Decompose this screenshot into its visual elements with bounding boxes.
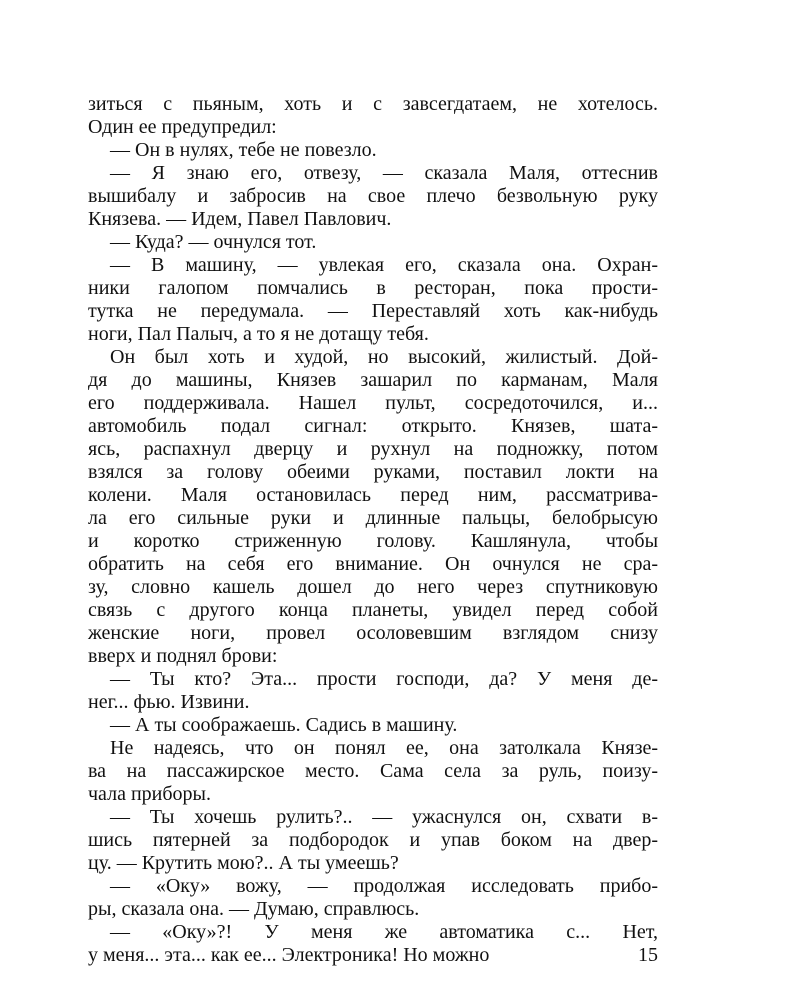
text-line: ноги, Пал Палыч, а то я не дотащу тебя.: [88, 323, 429, 345]
text-line: ла его сильные руки и длинные пальцы, белобрысую: [88, 507, 658, 529]
text-line: автомобиль подал сигнал: открыто. Князев, шата-: [88, 415, 658, 437]
text-line: — «Оку»?! У меня же автоматика с... Нет,: [110, 921, 658, 943]
text-line: — Он в нулях, тебе не повезло.: [110, 139, 377, 161]
text-line: зиться с пьяным, хоть и с завсегдатаем, не хотелось.: [88, 93, 658, 115]
text-line: его поддерживала. Нашел пульт, сосредоточился, и...: [88, 392, 658, 414]
page-text: [88, 93, 658, 944]
text-line: обратить на себя его внимание. Он очнулся не сра-: [88, 553, 658, 575]
text-line: зу, словно кашель дошел до него через спутниковую: [88, 576, 658, 598]
text-line: шись пятерней за подбородок и упав боком на двер-: [88, 829, 658, 851]
text-line: нег... фью. Извини.: [88, 691, 250, 713]
text-line: ры, сказала она. — Думаю, справлюсь.: [88, 898, 420, 920]
text-line: и коротко стриженную голову. Кашлянула, чтобы: [88, 530, 658, 552]
text-line: колени. Маля остановилась перед ним, рассматрива-: [88, 484, 658, 506]
text-line: Князева. — Идем, Павел Павлович.: [88, 208, 392, 230]
text-line: вышибалу и забросив на свое плечо безвольную руку: [88, 185, 658, 207]
text-line: ники галопом помчались в ресторан, пока прости-: [88, 277, 658, 299]
text-line: — Ты кто? Эта... прости господи, да? У меня де-: [110, 668, 658, 690]
text-line: женские ноги, провел осоловевшим взглядом снизу: [88, 622, 658, 644]
text-line: тутка не передумала. — Переставляй хоть как-нибудь: [88, 300, 658, 322]
text-line: у меня... эта... как ее... Электроника! Но можно: [88, 944, 490, 966]
text-line: связь с другого конца планеты, увидел перед собой: [88, 599, 658, 621]
text-line: Не надеясь, что он понял ее, она затолкала Князе-: [110, 737, 658, 759]
text-line: цу. — Крутить мою?.. А ты умеешь?: [88, 852, 399, 874]
text-line: — Я знаю его, отвезу, — сказала Маля, оттеснив: [110, 162, 658, 184]
text-line: взялся за голову обеими руками, поставил локти на: [88, 461, 658, 483]
text-line: ва на пассажирское место. Сама села за руль, поизу-: [88, 760, 658, 782]
text-line: чала приборы.: [88, 783, 211, 805]
text-line: Он был хоть и худой, но высокий, жилистый. Дой-: [110, 346, 658, 368]
text-line: дя до машины, Князев зашарил по карманам, Маля: [88, 369, 658, 391]
text-line: — А ты соображаешь. Садись в машину.: [110, 714, 458, 736]
text-line: — «Оку» вожу, — продолжая исследовать прибо-: [110, 875, 658, 897]
text-line: ясь, распахнул дверцу и рухнул на подножку, потом: [88, 438, 658, 460]
text-line: Один ее предупредил:: [88, 116, 277, 138]
text-line: — В машину, — увлекая его, сказала она. Охран-: [110, 254, 658, 276]
book-page: [88, 93, 658, 967]
text-line: — Ты хочешь рулить?.. — ужаснулся он, схвати в-: [110, 806, 658, 828]
page-number: 15: [638, 944, 658, 966]
text-line: вверх и поднял брови:: [88, 645, 278, 667]
text-line: — Куда? — очнулся тот.: [110, 231, 317, 253]
last-line-row: [88, 944, 658, 967]
